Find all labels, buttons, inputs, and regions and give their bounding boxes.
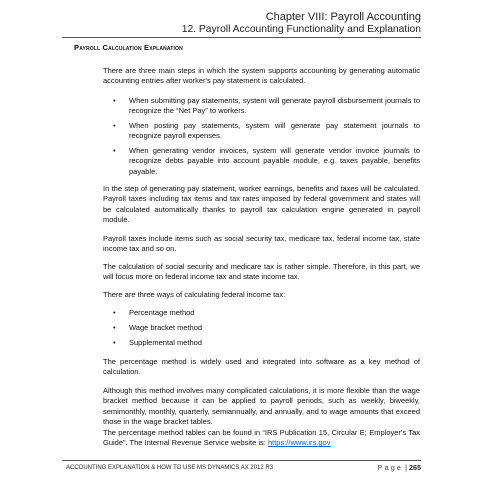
method-text: Percentage method <box>129 308 195 317</box>
step-text: When posting pay statements, system will generate pay statement journals to recognize payroll expenses. <box>129 121 420 141</box>
method-item-2 <box>113 323 420 333</box>
footer-book-title: ACCOUNTING EXPLANATION & HOW TO USE MS DYNAMICS AX 2012 R3 <box>66 465 274 471</box>
step-item-2 <box>113 121 420 142</box>
method-item-3 <box>113 338 420 348</box>
focus-paragraph: The calculation of social security and medicare tax is rather simple. Therefore, in this part, we will focus more on federal income tax and state income tax. <box>103 262 420 282</box>
flexible-paragraph: Although this method involves many complicated calculations, it is more flexible than the wage bracket method because it can be applied to payroll periods, such as weekly, biweekly, semimonthly, monthly, quarterly, semiannually, and annually, and to wage amounts that exceed those in the wage bracket tables. <box>103 386 420 427</box>
percentage-paragraph: The percentage method is widely used and integrated into software as a key method of calculation. <box>103 357 420 377</box>
bullet-icon: • <box>113 308 116 317</box>
footer-page-number: 265 <box>409 463 421 472</box>
section-header: 12. Payroll Accounting Functionality and Explanation <box>181 24 421 35</box>
footer-divider <box>62 460 421 461</box>
bullet-icon: • <box>113 323 116 332</box>
payroll-taxes-paragraph: Payroll taxes include items such as social security tax, medicare tax, federal income tax, state income tax and so on. <box>103 234 420 254</box>
intro-paragraph: There are three main steps in which the system supports accounting by generating automatic accounting entries after worker's pay statement is calculated. <box>103 66 420 86</box>
step-item-1 <box>113 96 420 117</box>
tables-paragraph-text: The percentage method tables can be found in “IRS Publication 15, Circular E; Employer's Tax Guide”. The Internal Revenue Service website is: <box>103 428 420 448</box>
ways-paragraph: There are three ways of calculating federal income tax: <box>103 290 286 299</box>
chapter-header: Chapter VIII: Payroll Accounting <box>265 11 421 23</box>
footer-page-label: Page <box>377 463 404 472</box>
bullet-icon: • <box>113 338 116 347</box>
bullet-icon: • <box>113 146 116 155</box>
step-text: When generating vendor invoices, system will generate vendor invoice journals to recognize debts payable into account payable module, e.g. taxes payable, benefits payable. <box>129 146 420 176</box>
step-text: When submitting pay statements, system will generate payroll disbursement journals to recognize the “Net Pay” to workers. <box>129 96 420 116</box>
header-divider <box>62 37 421 38</box>
generating-paragraph: In the step of generating pay statement, worker earnings, benefits and taxes will be calculated. Payroll taxes including tax items and tax rates imposed by federal government and states will be calculated automatically thanks to payroll tax calculation engine generated in payroll module. <box>103 184 420 225</box>
bullet-icon: • <box>113 121 116 130</box>
section-title: Payroll Calculation Explanation <box>74 43 183 52</box>
footer-separator: | <box>405 463 407 472</box>
irs-website-link[interactable]: https://www.irs.gov <box>267 438 331 448</box>
method-text: Wage bracket method <box>129 323 203 332</box>
bullet-icon: • <box>113 96 116 105</box>
step-item-3 <box>113 146 420 177</box>
tables-paragraph <box>103 428 420 449</box>
method-item-1 <box>113 308 420 318</box>
footer-page-info <box>378 463 421 472</box>
method-text: Supplemental method <box>129 338 202 347</box>
